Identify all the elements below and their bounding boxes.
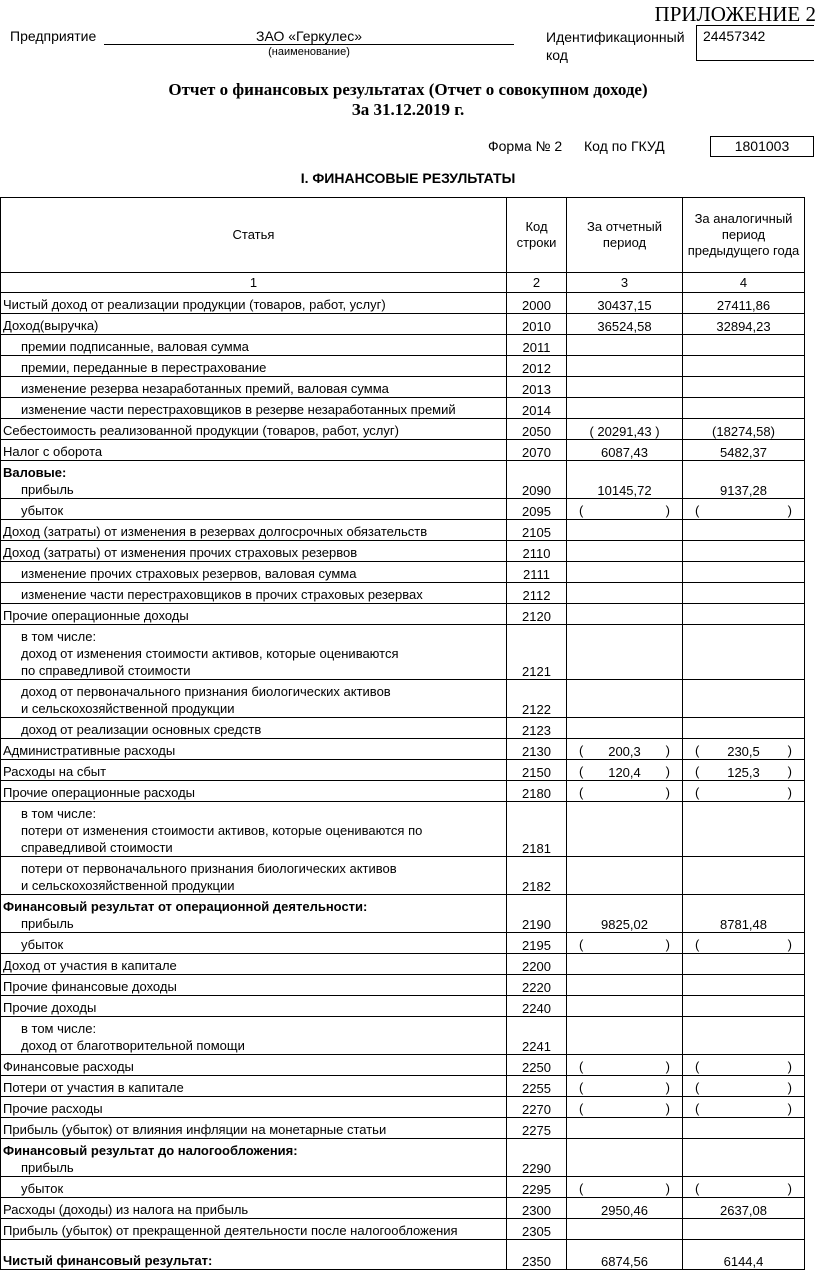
- row-article: [1, 895, 507, 933]
- row-code: 2150: [507, 760, 567, 781]
- row-article: [1, 1198, 507, 1219]
- row-previous-value: [683, 1219, 805, 1240]
- row-current-value: ( 120,4 ): [567, 760, 683, 781]
- row-value-text: 120,4: [608, 765, 641, 780]
- row-current-value: [567, 520, 683, 541]
- header-article: Статья: [1, 198, 507, 273]
- row-previous-value: [683, 1139, 805, 1177]
- table-row: [1, 781, 805, 802]
- section-title: I. ФИНАНСОВЫЕ РЕЗУЛЬТАТЫ: [300, 170, 516, 186]
- row-code: 2000: [507, 293, 567, 314]
- row-code: 2290: [507, 1139, 567, 1177]
- row-current-value: ( 200,3 ): [567, 739, 683, 760]
- table-row: [1, 1076, 805, 1097]
- row-code: 2180: [507, 781, 567, 802]
- enterprise-name-caption: (наименование): [268, 46, 350, 58]
- row-previous-value: 6144,4: [683, 1240, 805, 1270]
- row-article: [1, 1139, 507, 1177]
- row-code: 2255: [507, 1076, 567, 1097]
- row-code: 2095: [507, 499, 567, 520]
- row-code: 2130: [507, 739, 567, 760]
- row-current-value: 36524,58: [567, 314, 683, 335]
- row-code: 2240: [507, 996, 567, 1017]
- row-previous-value: ( ): [683, 499, 805, 520]
- row-code: 2011: [507, 335, 567, 356]
- row-article: [1, 314, 507, 335]
- row-article: [1, 933, 507, 954]
- row-current-value: [567, 604, 683, 625]
- row-current-value: [567, 996, 683, 1017]
- row-previous-value: [683, 680, 805, 718]
- row-current-value: ( ): [567, 499, 683, 520]
- row-article: [1, 604, 507, 625]
- row-code: 2275: [507, 1118, 567, 1139]
- row-article-line: справедливой стоимости: [21, 840, 173, 855]
- table-row: [1, 1055, 805, 1076]
- row-current-value: [567, 1017, 683, 1055]
- table-row: [1, 314, 805, 335]
- row-previous-value: [683, 335, 805, 356]
- row-current-value: 6087,43: [567, 440, 683, 461]
- row-code: 2120: [507, 604, 567, 625]
- table-row: [1, 1198, 805, 1219]
- row-article: [1, 461, 507, 499]
- row-previous-value: 27411,86: [683, 293, 805, 314]
- row-code: 2305: [507, 1219, 567, 1240]
- row-code: 2012: [507, 356, 567, 377]
- row-current-value: ( ): [567, 1177, 683, 1198]
- table-row: [1, 499, 805, 520]
- row-previous-value: 9137,28: [683, 461, 805, 499]
- row-article-line: прибыль: [21, 482, 74, 497]
- row-previous-value: ( ): [683, 1076, 805, 1097]
- row-previous-value: ( ): [683, 1177, 805, 1198]
- row-code: 2181: [507, 802, 567, 857]
- table-row: [1, 933, 805, 954]
- table-row: [1, 335, 805, 356]
- table-row: [1, 583, 805, 604]
- row-previous-value: 32894,23: [683, 314, 805, 335]
- row-code: 2123: [507, 718, 567, 739]
- financial-results-table: [0, 197, 805, 1270]
- col-number: 2: [507, 273, 567, 293]
- row-article: [1, 356, 507, 377]
- row-article: [1, 802, 507, 857]
- table-row: [1, 398, 805, 419]
- row-article: [1, 419, 507, 440]
- row-code: 2241: [507, 1017, 567, 1055]
- table-row: [1, 562, 805, 583]
- row-article: [1, 520, 507, 541]
- row-article: [1, 1240, 507, 1270]
- row-current-value: 10145,72: [567, 461, 683, 499]
- row-current-value: [567, 377, 683, 398]
- row-article: [1, 781, 507, 802]
- row-article-line: Финансовый результат от операционной деятельности:: [3, 899, 368, 914]
- row-article-line: в том числе:: [21, 806, 97, 821]
- row-code: 2295: [507, 1177, 567, 1198]
- table-row: [1, 718, 805, 739]
- row-article-line: премии, переданные в перестрахование: [21, 360, 267, 375]
- row-code: 2190: [507, 895, 567, 933]
- row-article-line: Потери от участия в капитале: [3, 1080, 184, 1095]
- table-row: [1, 680, 805, 718]
- row-article-line: Прочие операционные доходы: [3, 608, 189, 623]
- header-current-period: За отчетный период: [567, 198, 683, 273]
- row-previous-value: [683, 356, 805, 377]
- row-article-line: Прибыль (убыток) от влияния инфляции на монетарные статьи: [3, 1122, 387, 1137]
- row-article: [1, 293, 507, 314]
- row-code: 2270: [507, 1097, 567, 1118]
- row-code: 2182: [507, 857, 567, 895]
- row-previous-value: ( ): [683, 781, 805, 802]
- row-current-value: [567, 802, 683, 857]
- table-row: [1, 1219, 805, 1240]
- row-article-line: по справедливой стоимости: [21, 663, 191, 678]
- row-previous-value: [683, 562, 805, 583]
- row-article: [1, 760, 507, 781]
- id-code-label: Идентификационный код: [546, 29, 685, 63]
- row-previous-value: 2637,08: [683, 1198, 805, 1219]
- row-current-value: ( 20291,43 ): [567, 419, 683, 440]
- row-current-value: [567, 954, 683, 975]
- row-article-line: доход от благотворительной помощи: [21, 1038, 245, 1053]
- row-article-line: премии подписанные, валовая сумма: [21, 339, 249, 354]
- row-article-line: Прочие расходы: [3, 1101, 103, 1116]
- table-row: [1, 975, 805, 996]
- header-previous-period: За аналогичный период предыдущего года: [683, 198, 805, 273]
- row-code: 2110: [507, 541, 567, 562]
- row-article-line: Прочие доходы: [3, 1000, 97, 1015]
- row-previous-value: 5482,37: [683, 440, 805, 461]
- row-article-line: Прибыль (убыток) от прекращенной деятельности после налогообложения: [3, 1223, 458, 1238]
- table-row: [1, 739, 805, 760]
- row-article-line: прибыль: [21, 1160, 74, 1175]
- row-article: [1, 996, 507, 1017]
- row-article: [1, 1055, 507, 1076]
- table-row: [1, 461, 805, 499]
- table-row: [1, 1118, 805, 1139]
- row-code: 2195: [507, 933, 567, 954]
- table-row: [1, 1177, 805, 1198]
- report-title: Отчет о финансовых результатах (Отчет о совокупном доходе): [168, 80, 648, 99]
- row-article-line: Доход (затраты) от изменения в резервах долгосрочных обязательств: [3, 524, 428, 539]
- col-number: 3: [567, 273, 683, 293]
- row-current-value: [567, 562, 683, 583]
- enterprise-name: ЗАО «Геркулес»: [104, 28, 514, 45]
- row-article-line: Административные расходы: [3, 743, 176, 758]
- row-article-line: Чистый доход от реализации продукции (товаров, работ, услуг): [3, 297, 386, 312]
- row-article-line: Доход(выручка): [3, 318, 99, 333]
- row-code: 2122: [507, 680, 567, 718]
- col-number: 1: [1, 273, 507, 293]
- table-row: [1, 996, 805, 1017]
- row-code: 2250: [507, 1055, 567, 1076]
- row-current-value: [567, 625, 683, 680]
- row-article: [1, 975, 507, 996]
- row-article-line: прибыль: [21, 916, 74, 931]
- row-article: [1, 541, 507, 562]
- row-previous-value: [683, 377, 805, 398]
- row-current-value: [567, 857, 683, 895]
- row-previous-value: [683, 625, 805, 680]
- row-current-value: [567, 975, 683, 996]
- table-row: [1, 625, 805, 680]
- row-previous-value: [683, 583, 805, 604]
- row-article: [1, 562, 507, 583]
- row-code: 2013: [507, 377, 567, 398]
- row-previous-value: ( ): [683, 933, 805, 954]
- row-current-value: [567, 398, 683, 419]
- table-row: [1, 760, 805, 781]
- table-row: [1, 377, 805, 398]
- row-article: [1, 625, 507, 680]
- row-article-line: Валовые:: [3, 465, 67, 480]
- row-article-line: убыток: [21, 937, 64, 952]
- table-row: [1, 604, 805, 625]
- report-date: За 31.12.2019 г.: [351, 100, 465, 119]
- row-article-line: Прочие финансовые доходы: [3, 979, 177, 994]
- table-row: [1, 954, 805, 975]
- table-row: [1, 1017, 805, 1055]
- row-previous-value: [683, 1118, 805, 1139]
- row-code: 2070: [507, 440, 567, 461]
- row-previous-value: [683, 718, 805, 739]
- row-current-value: 2950,46: [567, 1198, 683, 1219]
- row-previous-value: ( ): [683, 1097, 805, 1118]
- row-article: [1, 680, 507, 718]
- row-article: [1, 954, 507, 975]
- table-row: [1, 895, 805, 933]
- table-row: [1, 520, 805, 541]
- row-value-text: 125,3: [727, 765, 760, 780]
- row-previous-value: [683, 541, 805, 562]
- gkud-value: 1801003: [710, 136, 814, 157]
- row-article-line: изменение прочих страховых резервов, валовая сумма: [21, 566, 357, 581]
- table-row: [1, 356, 805, 377]
- row-code: 2200: [507, 954, 567, 975]
- row-article-line: доход от реализации основных средств: [21, 722, 262, 737]
- row-previous-value: [683, 802, 805, 857]
- row-current-value: [567, 718, 683, 739]
- row-current-value: [567, 1219, 683, 1240]
- table-row: [1, 541, 805, 562]
- row-article: [1, 398, 507, 419]
- enterprise-label: Предприятие: [10, 28, 97, 44]
- row-current-value: [567, 583, 683, 604]
- row-code: 2220: [507, 975, 567, 996]
- row-previous-value: 8781,48: [683, 895, 805, 933]
- row-previous-value: ( ): [683, 1055, 805, 1076]
- row-article-line: Прочие операционные расходы: [3, 785, 196, 800]
- row-current-value: ( ): [567, 781, 683, 802]
- row-code: 2014: [507, 398, 567, 419]
- row-article-line: и сельскохозяйственной продукции: [21, 878, 235, 893]
- row-code: 2350: [507, 1240, 567, 1270]
- row-article-line: убыток: [21, 503, 64, 518]
- row-article-line: доход от изменения стоимости активов, которые оцениваются: [21, 646, 399, 661]
- row-article-line: Чистый финансовый результат:: [3, 1253, 213, 1268]
- row-current-value: [567, 1118, 683, 1139]
- row-article: [1, 440, 507, 461]
- row-current-value: ( ): [567, 1055, 683, 1076]
- row-article: [1, 739, 507, 760]
- row-code: 2111: [507, 562, 567, 583]
- row-article-line: потери от изменения стоимости активов, которые оцениваются по: [21, 823, 423, 838]
- row-article-line: Себестоимость реализованной продукции (товаров, работ, услуг): [3, 423, 399, 438]
- row-article-line: в том числе:: [21, 1021, 97, 1036]
- row-current-value: [567, 356, 683, 377]
- row-article: [1, 1076, 507, 1097]
- table-row: [1, 419, 805, 440]
- row-article-line: в том числе:: [21, 629, 97, 644]
- row-previous-value: [683, 398, 805, 419]
- row-article-line: Финансовый результат до налогообложения:: [3, 1143, 298, 1158]
- row-article: [1, 335, 507, 356]
- row-current-value: [567, 335, 683, 356]
- row-article: [1, 1097, 507, 1118]
- row-current-value: ( ): [567, 1076, 683, 1097]
- row-previous-value: ( 125,3 ): [683, 760, 805, 781]
- row-article: [1, 583, 507, 604]
- header-code: Код строки: [507, 198, 567, 273]
- row-code: 2300: [507, 1198, 567, 1219]
- row-article-line: изменение части перестраховщиков в прочих страховых резервах: [21, 587, 423, 602]
- row-previous-value: (18274,58): [683, 419, 805, 440]
- row-article-line: изменение части перестраховщиков в резерве незаработанных премий: [21, 402, 456, 417]
- row-value-text: 200,3: [608, 744, 641, 759]
- row-previous-value: ( 230,5 ): [683, 739, 805, 760]
- row-code: 2112: [507, 583, 567, 604]
- row-article-line: Доход (затраты) от изменения прочих страховых резервов: [3, 545, 358, 560]
- table-row: [1, 1097, 805, 1118]
- row-code: 2105: [507, 520, 567, 541]
- row-article: [1, 499, 507, 520]
- row-article-line: Расходы (доходы) из налога на прибыль: [3, 1202, 249, 1217]
- row-code: 2050: [507, 419, 567, 440]
- row-current-value: ( ): [567, 1097, 683, 1118]
- row-previous-value: [683, 1017, 805, 1055]
- row-previous-value: [683, 954, 805, 975]
- row-previous-value: [683, 857, 805, 895]
- form-number: Форма № 2: [488, 138, 563, 154]
- row-article: [1, 377, 507, 398]
- row-article-line: доход от первоначального признания биологических активов: [21, 684, 391, 699]
- table-row: [1, 1240, 805, 1270]
- row-article-line: Доход от участия в капитале: [3, 958, 177, 973]
- table-row: [1, 857, 805, 895]
- row-article-line: потери от первоначального признания биологических активов: [21, 861, 397, 876]
- row-code: 2090: [507, 461, 567, 499]
- row-article-line: Налог с оборота: [3, 444, 103, 459]
- row-article: [1, 1017, 507, 1055]
- appendix-label: ПРИЛОЖЕНИЕ 2: [654, 2, 816, 26]
- row-previous-value: [683, 604, 805, 625]
- row-article: [1, 1219, 507, 1240]
- row-previous-value: [683, 975, 805, 996]
- table-row: [1, 440, 805, 461]
- table-row: [1, 802, 805, 857]
- row-code: 2010: [507, 314, 567, 335]
- row-article: [1, 857, 507, 895]
- col-number: 4: [683, 273, 805, 293]
- id-code-value: 24457342: [696, 25, 814, 61]
- row-current-value: [567, 680, 683, 718]
- row-current-value: 6874,56: [567, 1240, 683, 1270]
- row-article-line: изменение резерва незаработанных премий, валовая сумма: [21, 381, 389, 396]
- row-current-value: ( ): [567, 933, 683, 954]
- row-previous-value: [683, 996, 805, 1017]
- row-article-line: и сельскохозяйственной продукции: [21, 701, 235, 716]
- row-current-value: 9825,02: [567, 895, 683, 933]
- row-code: 2121: [507, 625, 567, 680]
- row-previous-value: [683, 520, 805, 541]
- row-current-value: 30437,15: [567, 293, 683, 314]
- row-current-value: [567, 1139, 683, 1177]
- row-article-line: Расходы на сбыт: [3, 764, 107, 779]
- row-article-line: Финансовые расходы: [3, 1059, 134, 1074]
- row-article-line: убыток: [21, 1181, 64, 1196]
- row-article: [1, 718, 507, 739]
- table-row: [1, 293, 805, 314]
- gkud-label: Код по ГКУД: [584, 138, 665, 154]
- table-row: [1, 1139, 805, 1177]
- row-article: [1, 1118, 507, 1139]
- row-value-text: 230,5: [727, 744, 760, 759]
- row-article: [1, 1177, 507, 1198]
- row-current-value: [567, 541, 683, 562]
